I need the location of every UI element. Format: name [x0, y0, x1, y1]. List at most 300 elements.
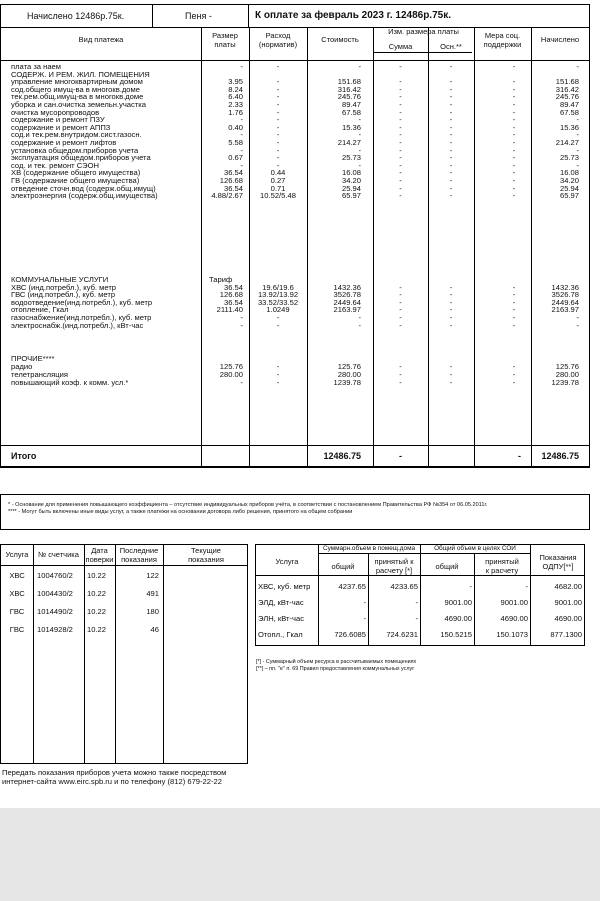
- charge-cell-basis: -: [449, 320, 453, 330]
- charge-cell-rate: -: [240, 313, 243, 322]
- row-divider: [373, 52, 472, 53]
- charges-table: [0, 28, 590, 468]
- charge-cell-sum: -: [399, 160, 402, 170]
- charge-cell-support: -: [512, 115, 516, 125]
- meter-cell-number: 1014490/2: [37, 607, 73, 616]
- charge-cell-sum: -: [399, 153, 402, 163]
- charge-cell-name: уборка и сан.очистка земельн.участка: [11, 100, 146, 109]
- charge-cell-charged: 316.42: [555, 84, 579, 94]
- charge-cell-rate: 2111.40: [216, 305, 243, 315]
- charge-cell-name: электроснабж.(инд.потребл.), кВт-час: [11, 320, 144, 330]
- charge-cell-charged: -: [576, 115, 579, 125]
- col-divider: [318, 545, 319, 645]
- charge-cell-cost: -: [358, 145, 361, 155]
- odn-header-soi-total: общий: [435, 562, 459, 571]
- odn-cell-soi-accepted: 150.1073: [496, 630, 528, 639]
- charge-cell-charged: -: [576, 160, 579, 170]
- charge-cell-charged: 25.94: [559, 183, 579, 193]
- charge-cell-rate: -: [240, 320, 243, 330]
- charge-cell-support: -: [512, 130, 516, 140]
- meters-header-number: № счетчика: [38, 550, 79, 559]
- meter-cell-last: 122: [146, 571, 159, 580]
- charge-cell-sum: -: [399, 107, 402, 117]
- charge-cell-support: -: [512, 362, 516, 372]
- charge-cell-cost: -: [358, 62, 361, 71]
- charge-cell-cost: 67.58: [341, 107, 361, 117]
- charge-cell-cost: 16.08: [341, 168, 361, 178]
- charge-cell-sum: -: [399, 100, 402, 109]
- charge-cell-sum: -: [399, 313, 402, 322]
- charge-cell-cost: 214.27: [337, 138, 361, 147]
- meters-header-service: Услуга: [5, 550, 29, 559]
- meter-cell-date: 10.22: [87, 571, 107, 580]
- charge-cell-basis: -: [449, 176, 453, 185]
- total-change-sum: -: [399, 451, 402, 461]
- charge-cell-basis: -: [449, 168, 453, 178]
- charge-cell-support: -: [512, 122, 516, 132]
- charge-cell-basis: -: [449, 160, 453, 170]
- charge-cell-norm: -: [276, 122, 280, 132]
- charge-cell-name: содержание и ремонт ПЗУ: [11, 115, 105, 125]
- footnote-other-services: **** - Могут быть включены иные виды услуг, а также платежи на основании договора либо решения, принятого на общем собрании: [8, 509, 353, 515]
- charge-cell-sum: -: [399, 183, 402, 193]
- charge-cell-charged: 151.68: [555, 77, 579, 87]
- odn-header-odpu: Показания ОДПУ[**]: [539, 553, 577, 571]
- charge-cell-support: -: [512, 77, 516, 87]
- charge-cell-name: ГВС (инд.потребл.), куб. метр: [11, 290, 116, 300]
- charge-cell-name: содержание и ремонт лифтов: [11, 138, 117, 147]
- charge-cell-cost: -: [358, 160, 361, 170]
- charge-cell-norm: -: [276, 107, 280, 117]
- charge-cell-norm: -: [276, 62, 280, 71]
- charge-cell-basis: -: [449, 84, 453, 94]
- charge-cell-support: -: [512, 153, 516, 163]
- odn-header-room-group: Суммарн.объем в помещ.дома: [322, 545, 416, 552]
- odn-header-soi-group: Общий объем в целях СОИ: [434, 545, 516, 552]
- charge-cell-sum: -: [399, 62, 402, 71]
- odn-note-rules: [**] – пп. "е" п. 69 Правил предоставления коммунальных услуг: [256, 666, 415, 672]
- total-top-line: [1, 445, 589, 446]
- charge-cell-rate: 126.68: [219, 290, 243, 300]
- charge-cell-basis: -: [449, 130, 453, 140]
- page-background: [0, 808, 600, 901]
- charge-cell-sum: -: [399, 297, 402, 307]
- charge-cell-name: установка общедом.приборов учета: [11, 145, 139, 155]
- charge-cell-cost: 15.36: [341, 122, 361, 132]
- header-bottom-line: [1, 60, 589, 61]
- charge-cell-basis: -: [449, 77, 453, 87]
- charge-cell-norm: -: [276, 138, 280, 147]
- meter-cell-service: ХВС: [9, 571, 25, 580]
- communal-section-title: КОММУНАЛЬНЫЕ УСЛУГИ: [11, 275, 109, 284]
- odn-cell-soi-accepted: -: [525, 582, 528, 591]
- meter-cell-date: 10.22: [87, 607, 107, 616]
- charge-cell-basis: -: [449, 62, 453, 71]
- charge-cell-cost: 3526.78: [333, 290, 361, 300]
- odn-header-room-accepted: принятый к расчету [*]: [374, 557, 414, 575]
- charge-cell-charged: 1239.78: [551, 377, 579, 387]
- charge-cell-name: повышающий коэф. к комм. усл.*: [11, 377, 129, 387]
- charge-cell-charged: 25.73: [559, 153, 579, 163]
- charge-cell-name: эксплуатация общедом.приборов учета: [11, 153, 151, 163]
- charge-cell-sum: -: [399, 84, 402, 94]
- charge-cell-charged: 65.97: [559, 191, 579, 201]
- col-header-change-sum: Сумма: [388, 42, 413, 51]
- tariff-label: Тариф: [209, 275, 233, 284]
- charge-cell-cost: 280.00: [337, 370, 361, 379]
- charge-cell-charged: 245.76: [555, 92, 579, 102]
- charge-cell-basis: -: [449, 313, 453, 322]
- odn-cell-service: Отопл., Гкал: [258, 630, 303, 639]
- charge-cell-norm: 0.44: [270, 168, 286, 178]
- odn-cell-odpu: 877.1300: [550, 630, 582, 639]
- odn-note-volume: [*] - Суммарный объем ресурса в рассчитываемых помещениях: [256, 659, 417, 665]
- amount-to-pay: К оплате за февраль 2023 г. 12486р.75к.: [255, 10, 451, 21]
- charge-cell-name: СОДЕРЖ. И РЕМ. ЖИЛ. ПОМЕЩЕНИЯ: [11, 69, 150, 79]
- charge-cell-basis: -: [449, 153, 453, 163]
- charge-cell-sum: -: [399, 320, 402, 330]
- charge-cell-charged: 280.00: [555, 370, 579, 379]
- total-cost: 12486.75: [323, 451, 361, 461]
- charge-cell-norm: -: [276, 77, 280, 87]
- charge-cell-sum: -: [399, 145, 402, 155]
- charge-cell-norm: -: [276, 153, 280, 163]
- total-bottom-line: [1, 466, 589, 467]
- odn-header-soi-accepted: принятый к расчету: [485, 557, 519, 575]
- charge-cell-rate: 0.67: [228, 153, 243, 163]
- charge-cell-norm: 0.27: [270, 176, 286, 185]
- charge-cell-cost: 1239.78: [333, 377, 361, 387]
- meters-header-last: Последние показания: [119, 546, 159, 564]
- charge-cell-name: радио: [11, 362, 33, 372]
- charge-cell-sum: -: [399, 77, 402, 87]
- charge-cell-cost: 2449.64: [333, 297, 361, 307]
- charge-cell-basis: -: [449, 100, 453, 109]
- charge-cell-norm: 13.92/13.92: [257, 290, 299, 300]
- charge-cell-charged: -: [576, 62, 579, 71]
- col-header-support: Мера соц. поддержки: [483, 31, 522, 49]
- odn-cell-service: ЭЛД, кВт-час: [258, 598, 304, 607]
- odn-cell-soi-total: 4690.00: [444, 614, 472, 623]
- charge-cell-norm: -: [276, 130, 280, 140]
- charge-cell-rate: 4.88/2.67: [211, 191, 243, 201]
- charge-cell-name: очистка мусоропроводов: [11, 107, 100, 117]
- odn-cell-room-accepted: -: [415, 614, 418, 623]
- charge-cell-norm: -: [276, 320, 280, 330]
- charge-cell-cost: 34.20: [341, 176, 361, 185]
- charge-cell-rate: 280.00: [219, 370, 243, 379]
- charge-cell-rate: 1.76: [228, 107, 243, 117]
- charge-cell-basis: -: [449, 305, 453, 315]
- charge-cell-sum: -: [399, 377, 402, 387]
- accrued-amount: Начислено 12486р.75к.: [1, 5, 153, 27]
- charge-cell-charged: 67.58: [559, 107, 579, 117]
- charge-cell-name: сод.общего имущ-ва в многокв.доме: [11, 84, 140, 94]
- charge-cell-charged: 125.76: [555, 362, 579, 372]
- charge-cell-basis: -: [449, 92, 453, 102]
- charge-cell-name: сод. и тек. ремонт СЭОН: [11, 160, 100, 170]
- charge-cell-name: отведение сточн.вод (содерж.общ.имущ): [11, 183, 156, 193]
- charge-cell-name: электроэнергия (содерж.общ.имущества): [11, 191, 158, 201]
- charge-cell-sum: -: [399, 282, 402, 292]
- footnote-coefficient: * - Основание для применения повышающего коэффициента – отсутствие индивидуальных приборов учёта, в соответствии с постановлением Правительства РФ №354 от 06.05.2011г.: [8, 502, 488, 508]
- charge-cell-support: -: [512, 92, 516, 102]
- charge-cell-rate: -: [240, 62, 243, 71]
- charge-cell-basis: -: [449, 115, 453, 125]
- charge-cell-charged: 2163.97: [551, 305, 579, 315]
- charge-cell-basis: -: [449, 282, 453, 292]
- row-divider: [318, 553, 530, 554]
- charge-cell-cost: -: [358, 313, 361, 322]
- odn-cell-soi-accepted: 9001.00: [500, 598, 528, 607]
- col-header-charged: Начислено: [540, 35, 580, 44]
- charge-cell-charged: -: [576, 320, 579, 330]
- charge-cell-rate: 2.33: [228, 100, 243, 109]
- charge-cell-charged: 89.47: [559, 100, 579, 109]
- meters-header-line: [1, 565, 247, 566]
- meter-cell-last: 491: [146, 589, 159, 598]
- total-support: -: [518, 451, 521, 461]
- charge-cell-name: тек.рем.общ.имущ-ва в многокв.доме: [11, 92, 144, 102]
- meters-header-date: Дата поверки: [85, 546, 114, 564]
- charge-cell-support: -: [512, 313, 516, 322]
- charge-cell-support: -: [512, 145, 516, 155]
- charge-cell-support: -: [512, 290, 516, 300]
- odn-cell-room-total: -: [363, 614, 366, 623]
- meters-table: [0, 544, 248, 764]
- charge-cell-support: -: [512, 183, 516, 193]
- charge-cell-name: отопление, Гкал: [11, 305, 69, 315]
- charge-cell-norm: 0.71: [270, 183, 286, 193]
- charge-cell-basis: -: [449, 107, 453, 117]
- meter-cell-service: ХВС: [9, 589, 25, 598]
- charge-cell-basis: -: [449, 191, 453, 201]
- charge-cell-sum: -: [399, 362, 402, 372]
- charge-cell-sum: -: [399, 305, 402, 315]
- odn-cell-room-accepted: -: [415, 598, 418, 607]
- odn-cell-service: ХВС, куб. метр: [258, 582, 311, 591]
- charge-cell-name: ХВ (содержание общего имущества): [11, 168, 141, 178]
- charge-cell-support: -: [512, 100, 516, 109]
- charge-cell-cost: 2163.97: [333, 305, 361, 315]
- charge-cell-name: ХВС (инд.потребл.), куб. метр: [11, 282, 117, 292]
- charge-cell-norm: -: [276, 84, 280, 94]
- col-header-change-basis: Осн.**: [440, 42, 462, 51]
- charge-cell-support: -: [512, 377, 516, 387]
- charge-cell-basis: -: [449, 362, 453, 372]
- charge-cell-support: -: [512, 320, 516, 330]
- charge-cell-rate: -: [240, 130, 243, 140]
- odn-header-service: Услуга: [275, 557, 299, 566]
- penalty-amount: Пеня -: [153, 5, 249, 27]
- charge-cell-basis: -: [449, 122, 453, 132]
- odn-header-room-total: общий: [331, 562, 355, 571]
- charge-cell-basis: -: [449, 297, 453, 307]
- charge-cell-support: -: [512, 62, 516, 71]
- meter-cell-number: 1004760/2: [37, 571, 73, 580]
- meter-submission-line-1: Передать показания приборов учета можно также посредством: [2, 768, 227, 777]
- charge-cell-rate: 126.68: [219, 176, 243, 185]
- summary-bar: [0, 4, 590, 28]
- charge-cell-cost: 316.42: [337, 84, 361, 94]
- charge-cell-cost: -: [358, 130, 361, 140]
- charge-cell-sum: -: [399, 138, 402, 147]
- charge-cell-name: телетрансляция: [11, 370, 68, 379]
- charge-cell-basis: -: [449, 145, 453, 155]
- charge-cell-sum: -: [399, 191, 402, 201]
- charge-cell-name: плата за наем: [11, 62, 62, 71]
- meter-cell-date: 10.22: [87, 625, 107, 634]
- charge-cell-charged: 3526.78: [551, 290, 579, 300]
- charge-cell-support: -: [512, 297, 516, 307]
- charge-cell-support: -: [512, 176, 516, 185]
- odn-cell-service: ЭЛН, кВт-час: [258, 614, 305, 623]
- charge-cell-charged: -: [576, 130, 579, 140]
- charge-cell-cost: 1432.36: [333, 282, 361, 292]
- charge-cell-sum: -: [399, 130, 402, 140]
- charge-cell-sum: -: [399, 122, 402, 132]
- charge-cell-sum: -: [399, 290, 402, 300]
- charge-cell-support: -: [512, 191, 516, 201]
- odn-cell-odpu: 4682.00: [554, 582, 582, 591]
- charge-cell-support: -: [512, 282, 516, 292]
- charge-cell-norm: 19.6/19.6: [262, 282, 294, 292]
- col-header-change-group: Изм. размера платы: [388, 27, 459, 36]
- charge-cell-rate: -: [240, 377, 243, 387]
- charge-cell-rate: 0.40: [228, 122, 243, 132]
- odn-cell-room-total: 4237.65: [338, 582, 366, 591]
- charge-cell-name: содержание и ремонт АППЗ: [11, 122, 111, 132]
- odn-cell-room-accepted: 724.6231: [386, 630, 418, 639]
- charge-cell-support: -: [512, 168, 516, 178]
- charge-cell-norm: -: [276, 370, 280, 379]
- charge-cell-rate: -: [240, 115, 243, 125]
- charge-cell-rate: 125.76: [219, 362, 243, 372]
- charge-cell-rate: 8.24: [228, 84, 243, 94]
- charge-cell-rate: 5.58: [228, 138, 243, 147]
- charge-cell-rate: 36.54: [223, 183, 243, 193]
- charge-cell-support: -: [512, 160, 516, 170]
- odn-cell-room-total: -: [363, 598, 366, 607]
- odn-cell-soi-accepted: 4690.00: [500, 614, 528, 623]
- odn-cell-odpu: 4690.00: [554, 614, 582, 623]
- charge-cell-rate: 36.54: [223, 297, 243, 307]
- charge-cell-rate: -: [240, 160, 243, 170]
- charge-cell-norm: -: [276, 115, 280, 125]
- odn-cell-soi-total: -: [469, 582, 472, 591]
- charge-cell-rate: 36.54: [223, 168, 243, 178]
- charge-cell-norm: -: [276, 313, 280, 322]
- charge-cell-support: -: [512, 84, 516, 94]
- charge-cell-cost: 65.97: [341, 191, 361, 201]
- charge-cell-basis: -: [449, 377, 453, 387]
- col-divider: [201, 28, 202, 467]
- charge-cell-norm: -: [276, 145, 280, 155]
- charge-cell-cost: 25.73: [341, 153, 361, 163]
- charge-cell-charged: 16.08: [559, 168, 579, 178]
- charge-cell-cost: 125.76: [337, 362, 361, 372]
- charge-cell-sum: -: [399, 115, 402, 125]
- charge-cell-norm: -: [276, 92, 280, 102]
- charge-cell-basis: -: [449, 183, 453, 193]
- charge-cell-sum: -: [399, 92, 402, 102]
- meter-cell-number: 1004430/2: [37, 589, 73, 598]
- odn-cell-odpu: 9001.00: [554, 598, 582, 607]
- charge-cell-charged: 15.36: [559, 122, 579, 132]
- charge-cell-sum: -: [399, 176, 402, 185]
- charge-cell-cost: 89.47: [341, 100, 361, 109]
- odn-cell-room-accepted: 4233.65: [390, 582, 418, 591]
- meter-cell-last: 46: [150, 625, 159, 634]
- total-charged: 12486.75: [541, 451, 579, 461]
- col-divider: [33, 545, 34, 763]
- col-divider: [84, 545, 85, 763]
- odn-cell-room-total: 726.6085: [334, 630, 366, 639]
- charge-cell-support: -: [512, 138, 516, 147]
- charge-cell-sum: -: [399, 168, 402, 178]
- charge-cell-charged: -: [576, 145, 579, 155]
- col-header-cost: Стоимость: [321, 35, 359, 44]
- charge-cell-charged: -: [576, 313, 579, 322]
- charge-cell-charged: 34.20: [559, 176, 579, 185]
- charge-cell-name: газоснабжение(инд.потребл.), куб. метр: [11, 313, 152, 322]
- total-label: Итого: [11, 451, 37, 461]
- common-volume-table: [255, 544, 585, 646]
- charge-cell-support: -: [512, 107, 516, 117]
- charge-cell-charged: 214.27: [555, 138, 579, 147]
- charge-cell-cost: -: [358, 320, 361, 330]
- meter-submission-line-2: интернет-сайта www.eirc.spb.ru и по телефону (812) 679-22-22: [2, 777, 222, 786]
- charge-cell-cost: -: [358, 115, 361, 125]
- odn-header-line: [256, 575, 584, 576]
- charge-cell-rate: 3.95: [228, 77, 243, 87]
- charge-cell-name: сод.и тек.рем.внутридом.сист.газосн.: [11, 130, 142, 140]
- col-divider: [307, 28, 308, 467]
- charge-cell-sum: -: [399, 370, 402, 379]
- odn-cell-soi-total: 9001.00: [444, 598, 472, 607]
- meter-cell-number: 1014928/2: [37, 625, 73, 634]
- charge-cell-norm: -: [276, 160, 280, 170]
- charge-cell-norm: 33.52/33.52: [257, 297, 299, 307]
- charge-cell-norm: 10.52/5.48: [260, 191, 296, 201]
- charge-cell-support: -: [512, 305, 516, 315]
- charge-cell-basis: -: [449, 138, 453, 147]
- charge-cell-charged: 2449.64: [551, 297, 579, 307]
- meter-cell-service: ГВС: [9, 625, 25, 634]
- meter-submission-note: [2, 768, 226, 786]
- charge-cell-norm: 1.0249: [266, 305, 290, 315]
- col-header-rate: Размер платы: [212, 31, 238, 49]
- charge-cell-rate: -: [240, 145, 243, 155]
- meter-cell-date: 10.22: [87, 589, 107, 598]
- charge-cell-basis: -: [449, 370, 453, 379]
- meter-cell-last: 180: [146, 607, 159, 616]
- charge-cell-cost: 151.68: [337, 77, 361, 87]
- charge-cell-charged: 1432.36: [551, 282, 579, 292]
- odn-cell-soi-total: 150.5215: [440, 630, 472, 639]
- charge-cell-norm: -: [276, 362, 280, 372]
- charge-cell-name: управление многоквартирным домом: [11, 77, 143, 87]
- charge-cell-cost: 245.76: [337, 92, 361, 102]
- meters-header-current: Текущие показания: [188, 546, 224, 564]
- charge-cell-name: водоотведение(инд.потребл.), куб. метр: [11, 297, 153, 307]
- charge-cell-name: ГВ (содержание общего имущества): [11, 176, 140, 185]
- col-header-norm: Расход (норматив): [258, 31, 298, 49]
- other-section-title: ПРОЧИЕ****: [11, 354, 55, 363]
- charge-cell-norm: -: [276, 377, 280, 387]
- col-header-name: Вид платежа: [78, 35, 124, 44]
- charge-cell-norm: -: [276, 100, 280, 109]
